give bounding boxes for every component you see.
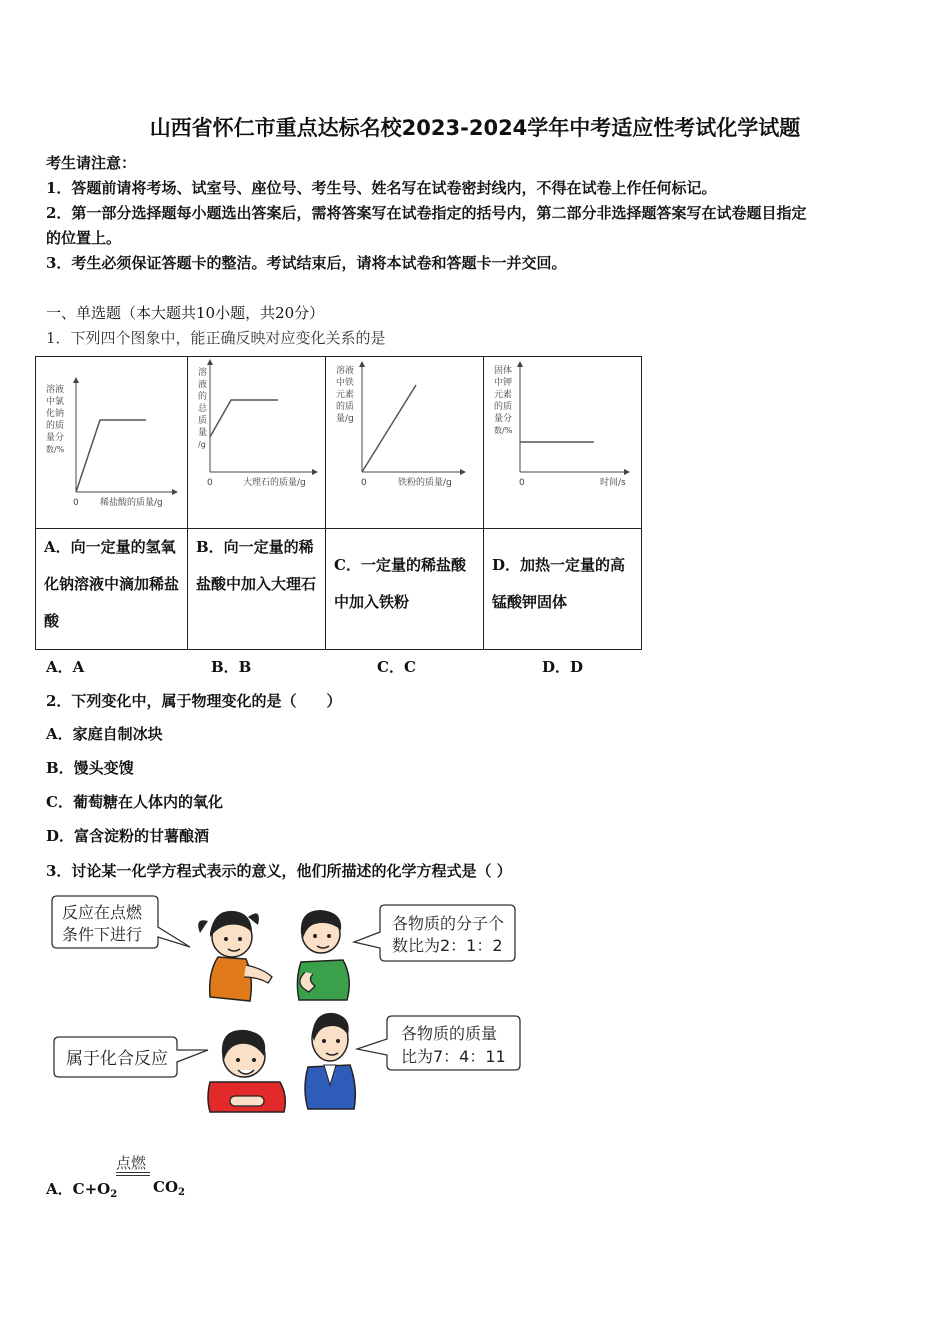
svg-text:量: 量 [198, 428, 208, 438]
reaction-condition: 点燃 [116, 1154, 147, 1172]
q2-option-b[interactable]: B．馒头变馊 [46, 759, 134, 777]
q1-option-c[interactable]: C．C [377, 658, 416, 676]
graph-b-ylabel: 溶 [198, 368, 208, 378]
svg-text:量分: 量分 [46, 433, 65, 443]
svg-text:化钠: 化钠 [46, 409, 65, 419]
graph-c-origin: 0 [361, 478, 367, 488]
svg-text:的质: 的质 [46, 421, 65, 431]
q1-option-a[interactable]: A．A [46, 658, 85, 676]
graph-a-line [76, 420, 146, 492]
svg-text:各物质的分子个: 各物质的分子个 [392, 914, 505, 933]
equation-line-top [116, 1172, 150, 1173]
boy-figure-3 [300, 1005, 360, 1113]
svg-text:液: 液 [198, 380, 208, 390]
section-heading: 一、单选题（本大题共10小题，共20分） [46, 304, 325, 322]
graph-c-line [362, 385, 416, 472]
page-title: 山西省怀仁市重点达标名校2023-2024学年中考适应性考试化学试题 [149, 116, 801, 140]
graph-c [326, 357, 483, 528]
graph-a [36, 357, 187, 528]
svg-text:属于化合反应: 属于化合反应 [66, 1049, 168, 1069]
svg-text:比为7：4：11: 比为7：4：11 [401, 1047, 506, 1066]
notice-item: 1．答题前请将考场、试室号、座位号、考生号、姓名写在试卷密封线内，不得在试卷上作任何标记。 [46, 179, 717, 197]
q1-desc-c: C．一定量的稀盐酸中加入铁粉 [334, 556, 466, 611]
notice-item: 2．第一部分选择题每小题选出答案后，需将答案写在试卷指定的括号内，第二部分非选择题答案写在试卷题目指定 [46, 204, 807, 222]
girl-figure [188, 897, 280, 1007]
graph-c-svg [326, 357, 483, 528]
svg-text:元素: 元素 [336, 390, 355, 400]
q3-reactants: C+O [72, 1180, 111, 1198]
graph-c-ylabel: 溶液 [336, 366, 355, 376]
graph-a-xlabel: 稀盐酸的质量/g [100, 498, 163, 508]
speech-bubble-4 [355, 1013, 525, 1075]
svg-text:中氯: 中氯 [46, 397, 65, 407]
svg-text:元素: 元素 [494, 390, 513, 400]
graph-d-origin: 0 [519, 478, 525, 488]
notice-item: 3．考生必须保证答题卡的整洁。考试结束后，请将本试卷和答题卡一并交回。 [46, 254, 567, 272]
q2-option-c[interactable]: C．葡萄糖在人体内的氧化 [46, 793, 223, 811]
q1-stem: 1．下列四个图象中，能正确反映对应变化关系的是 [46, 329, 386, 347]
q2-option-a[interactable]: A．家庭自制冰块 [46, 725, 163, 743]
svg-text:数比为2：1：2: 数比为2：1：2 [392, 936, 503, 955]
boy-figure-2 [200, 1020, 292, 1115]
svg-text:/g: /g [198, 440, 206, 449]
graph-d-svg [484, 357, 641, 528]
speech-bubble-2 [352, 902, 520, 966]
notice-heading: 考生请注意： [46, 154, 137, 172]
q1-table [35, 356, 642, 650]
svg-text:的质: 的质 [336, 402, 355, 412]
graph-a-svg [36, 357, 187, 528]
graph-c-xlabel: 铁粉的质量/g [398, 478, 452, 488]
graph-b-line [210, 400, 278, 437]
svg-text:数/%: 数/% [46, 445, 65, 454]
svg-text:条件下进行: 条件下进行 [62, 925, 143, 944]
svg-text:中钾: 中钾 [494, 378, 513, 388]
graph-b-svg [188, 357, 325, 528]
boy-figure-1 [285, 900, 365, 1005]
graph-d [484, 357, 641, 528]
svg-text:的: 的 [198, 392, 208, 402]
speech-bubble-1 [48, 893, 196, 959]
equation-line-bottom [116, 1175, 150, 1176]
notice-item: 的位置上。 [46, 229, 122, 247]
q3-stem: 3．讨论某一化学方程式表示的意义，他们所描述的化学方程式是（ ） [46, 862, 512, 880]
graph-a-origin: 0 [73, 498, 79, 508]
graph-d-ylabel: 固体 [494, 366, 513, 376]
graph-d-xlabel: 时间/s [600, 478, 626, 488]
svg-text:中铁: 中铁 [336, 378, 355, 388]
graph-b-origin: 0 [207, 478, 213, 488]
q1-desc-d: D．加热一定量的高锰酸钾固体 [492, 556, 626, 611]
svg-text:总: 总 [198, 404, 208, 414]
q1-desc-b: B．向一定量的稀盐酸中加入大理石 [196, 538, 317, 593]
graph-b [188, 357, 325, 528]
svg-text:的质: 的质 [494, 402, 513, 412]
graph-b-xlabel: 大理石的质量/g [243, 478, 306, 488]
q1-option-b[interactable]: B．B [211, 658, 252, 676]
graph-a-ylabel: 溶液 [46, 385, 65, 395]
svg-text:质: 质 [198, 416, 208, 426]
svg-text:数/%: 数/% [494, 426, 513, 435]
q3-product: $CO_2$ [153, 1178, 185, 1198]
svg-text:量/g: 量/g [336, 414, 354, 424]
speech-bubble-3 [50, 1034, 212, 1082]
q2-option-d[interactable]: D．富含淀粉的甘薯酿酒 [46, 827, 210, 845]
q3-option-a[interactable]: A．$C+O_2$ [46, 1180, 118, 1200]
svg-text:反应在点燃: 反应在点燃 [62, 903, 143, 922]
svg-text:量分: 量分 [494, 414, 513, 424]
svg-text:各物质的质量: 各物质的质量 [401, 1024, 498, 1043]
q2-stem: 2．下列变化中，属于物理变化的是（ ） [46, 692, 342, 710]
q1-option-d[interactable]: D．D [542, 658, 584, 676]
q1-desc-a: A．向一定量的氢氧化钠溶液中滴加稀盐酸 [44, 538, 180, 630]
q3-option-a-label: A． [46, 1180, 73, 1198]
